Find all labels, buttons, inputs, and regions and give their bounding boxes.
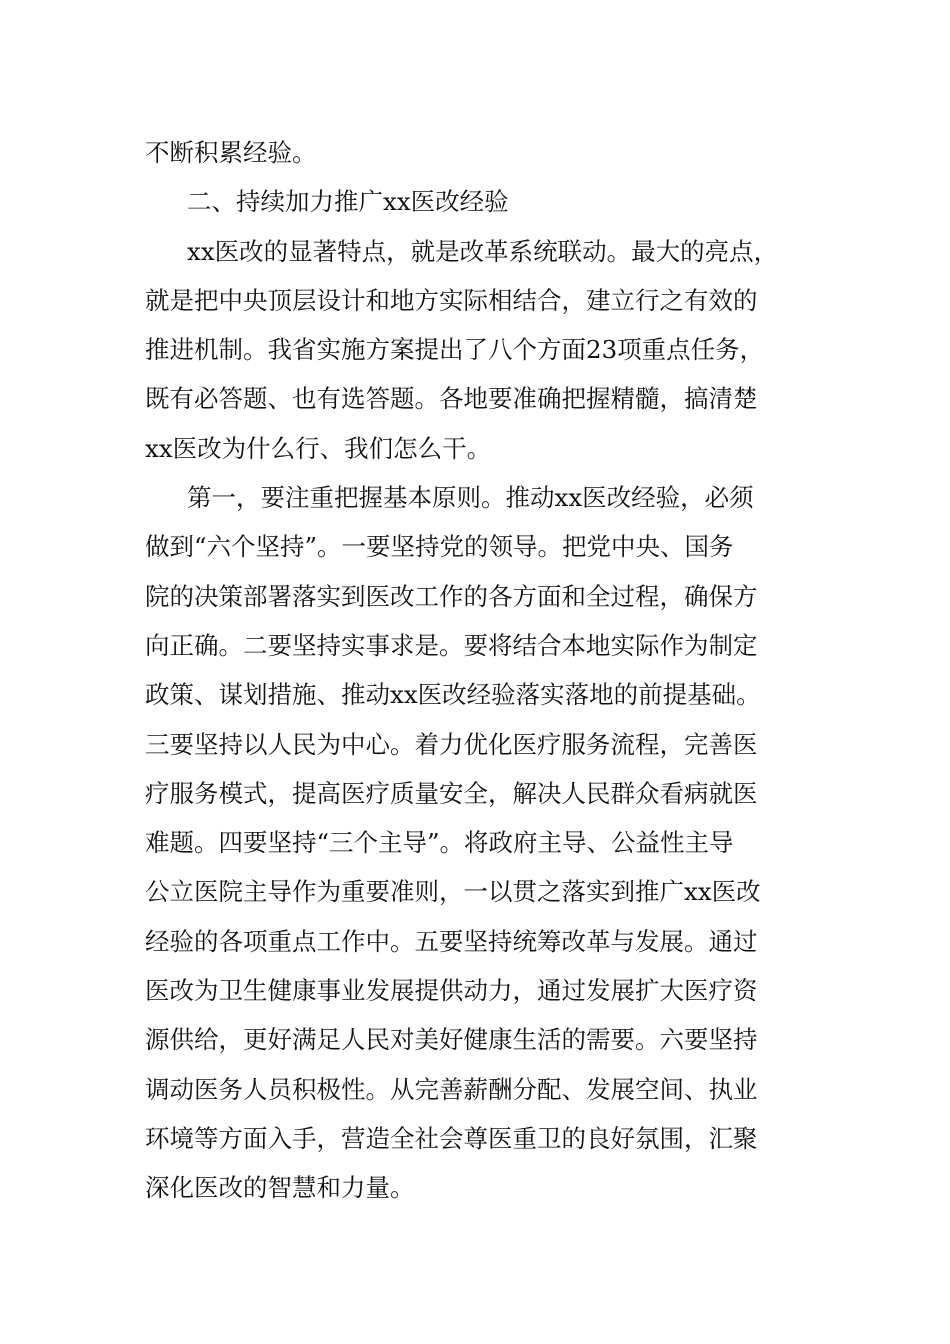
paragraph-line: 就是把中央顶层设计和地方实际相结合，建立行之有效的 bbox=[145, 285, 758, 315]
paragraph-line: 推进机制。我省实施方案提出了八个方面23项重点任务， bbox=[145, 335, 765, 365]
paragraph-line: 环境等方面入手，营造全社会尊医重卫的良好氛围，汇聚 bbox=[145, 1123, 758, 1153]
paragraph-line: 调动医务人员积极性。从完善薪酬分配、发展空间、执业 bbox=[145, 1074, 758, 1104]
paragraph-line: 政策、谋划措施、推动xx医改经验落实落地的前提基础。 bbox=[145, 680, 761, 710]
paragraph-line: 第一，要注重把握基本原则。推动xx医改经验，必须 bbox=[187, 483, 754, 513]
paragraph-line: 经验的各项重点工作中。五要坚持统筹改革与发展。通过 bbox=[145, 926, 758, 956]
paragraph-line: 疗服务模式，提高医疗质量安全，解决人民群众看病就医 bbox=[145, 778, 758, 808]
paragraph-line: xx医改为什么行、我们怎么干。 bbox=[145, 433, 492, 463]
paragraph-line: xx医改的显著特点，就是改革系统联动。最大的亮点， bbox=[187, 236, 779, 266]
paragraph-line: 深化医改的智慧和力量。 bbox=[145, 1173, 415, 1203]
paragraph-line: 做到“六个坚持”。一要坚持党的领导。把党中央、国务 bbox=[145, 532, 734, 562]
paragraph-line: 公立医院主导作为重要准则，一以贯之落实到推广xx医改 bbox=[145, 877, 761, 907]
paragraph-line: 不断积累经验。 bbox=[145, 138, 317, 167]
paragraph-line: 三要坚持以人民为中心。着力优化医疗服务流程，完善医 bbox=[145, 729, 758, 759]
paragraph-line: 院的决策部署落实到医改工作的各方面和全过程，确保方 bbox=[145, 581, 758, 611]
document-body bbox=[145, 128, 810, 1213]
paragraph-line: 源供给，更好满足人民对美好健康生活的需要。六要坚持 bbox=[145, 1025, 758, 1055]
paragraph-line: 向正确。二要坚持实事求是。要将结合本地实际作为制定 bbox=[145, 630, 758, 660]
paragraph-line: 医改为卫生健康事业发展提供动力，通过发展扩大医疗资 bbox=[145, 976, 758, 1006]
paragraph-line: 难题。四要坚持“三个主导”。将政府主导、公益性主导 bbox=[145, 828, 734, 858]
paragraph-line: 既有必答题、也有选答题。各地要准确把握精髓，搞清楚 bbox=[145, 384, 758, 414]
section-heading: 二、持续加力推广xx医改经验 bbox=[187, 187, 509, 217]
